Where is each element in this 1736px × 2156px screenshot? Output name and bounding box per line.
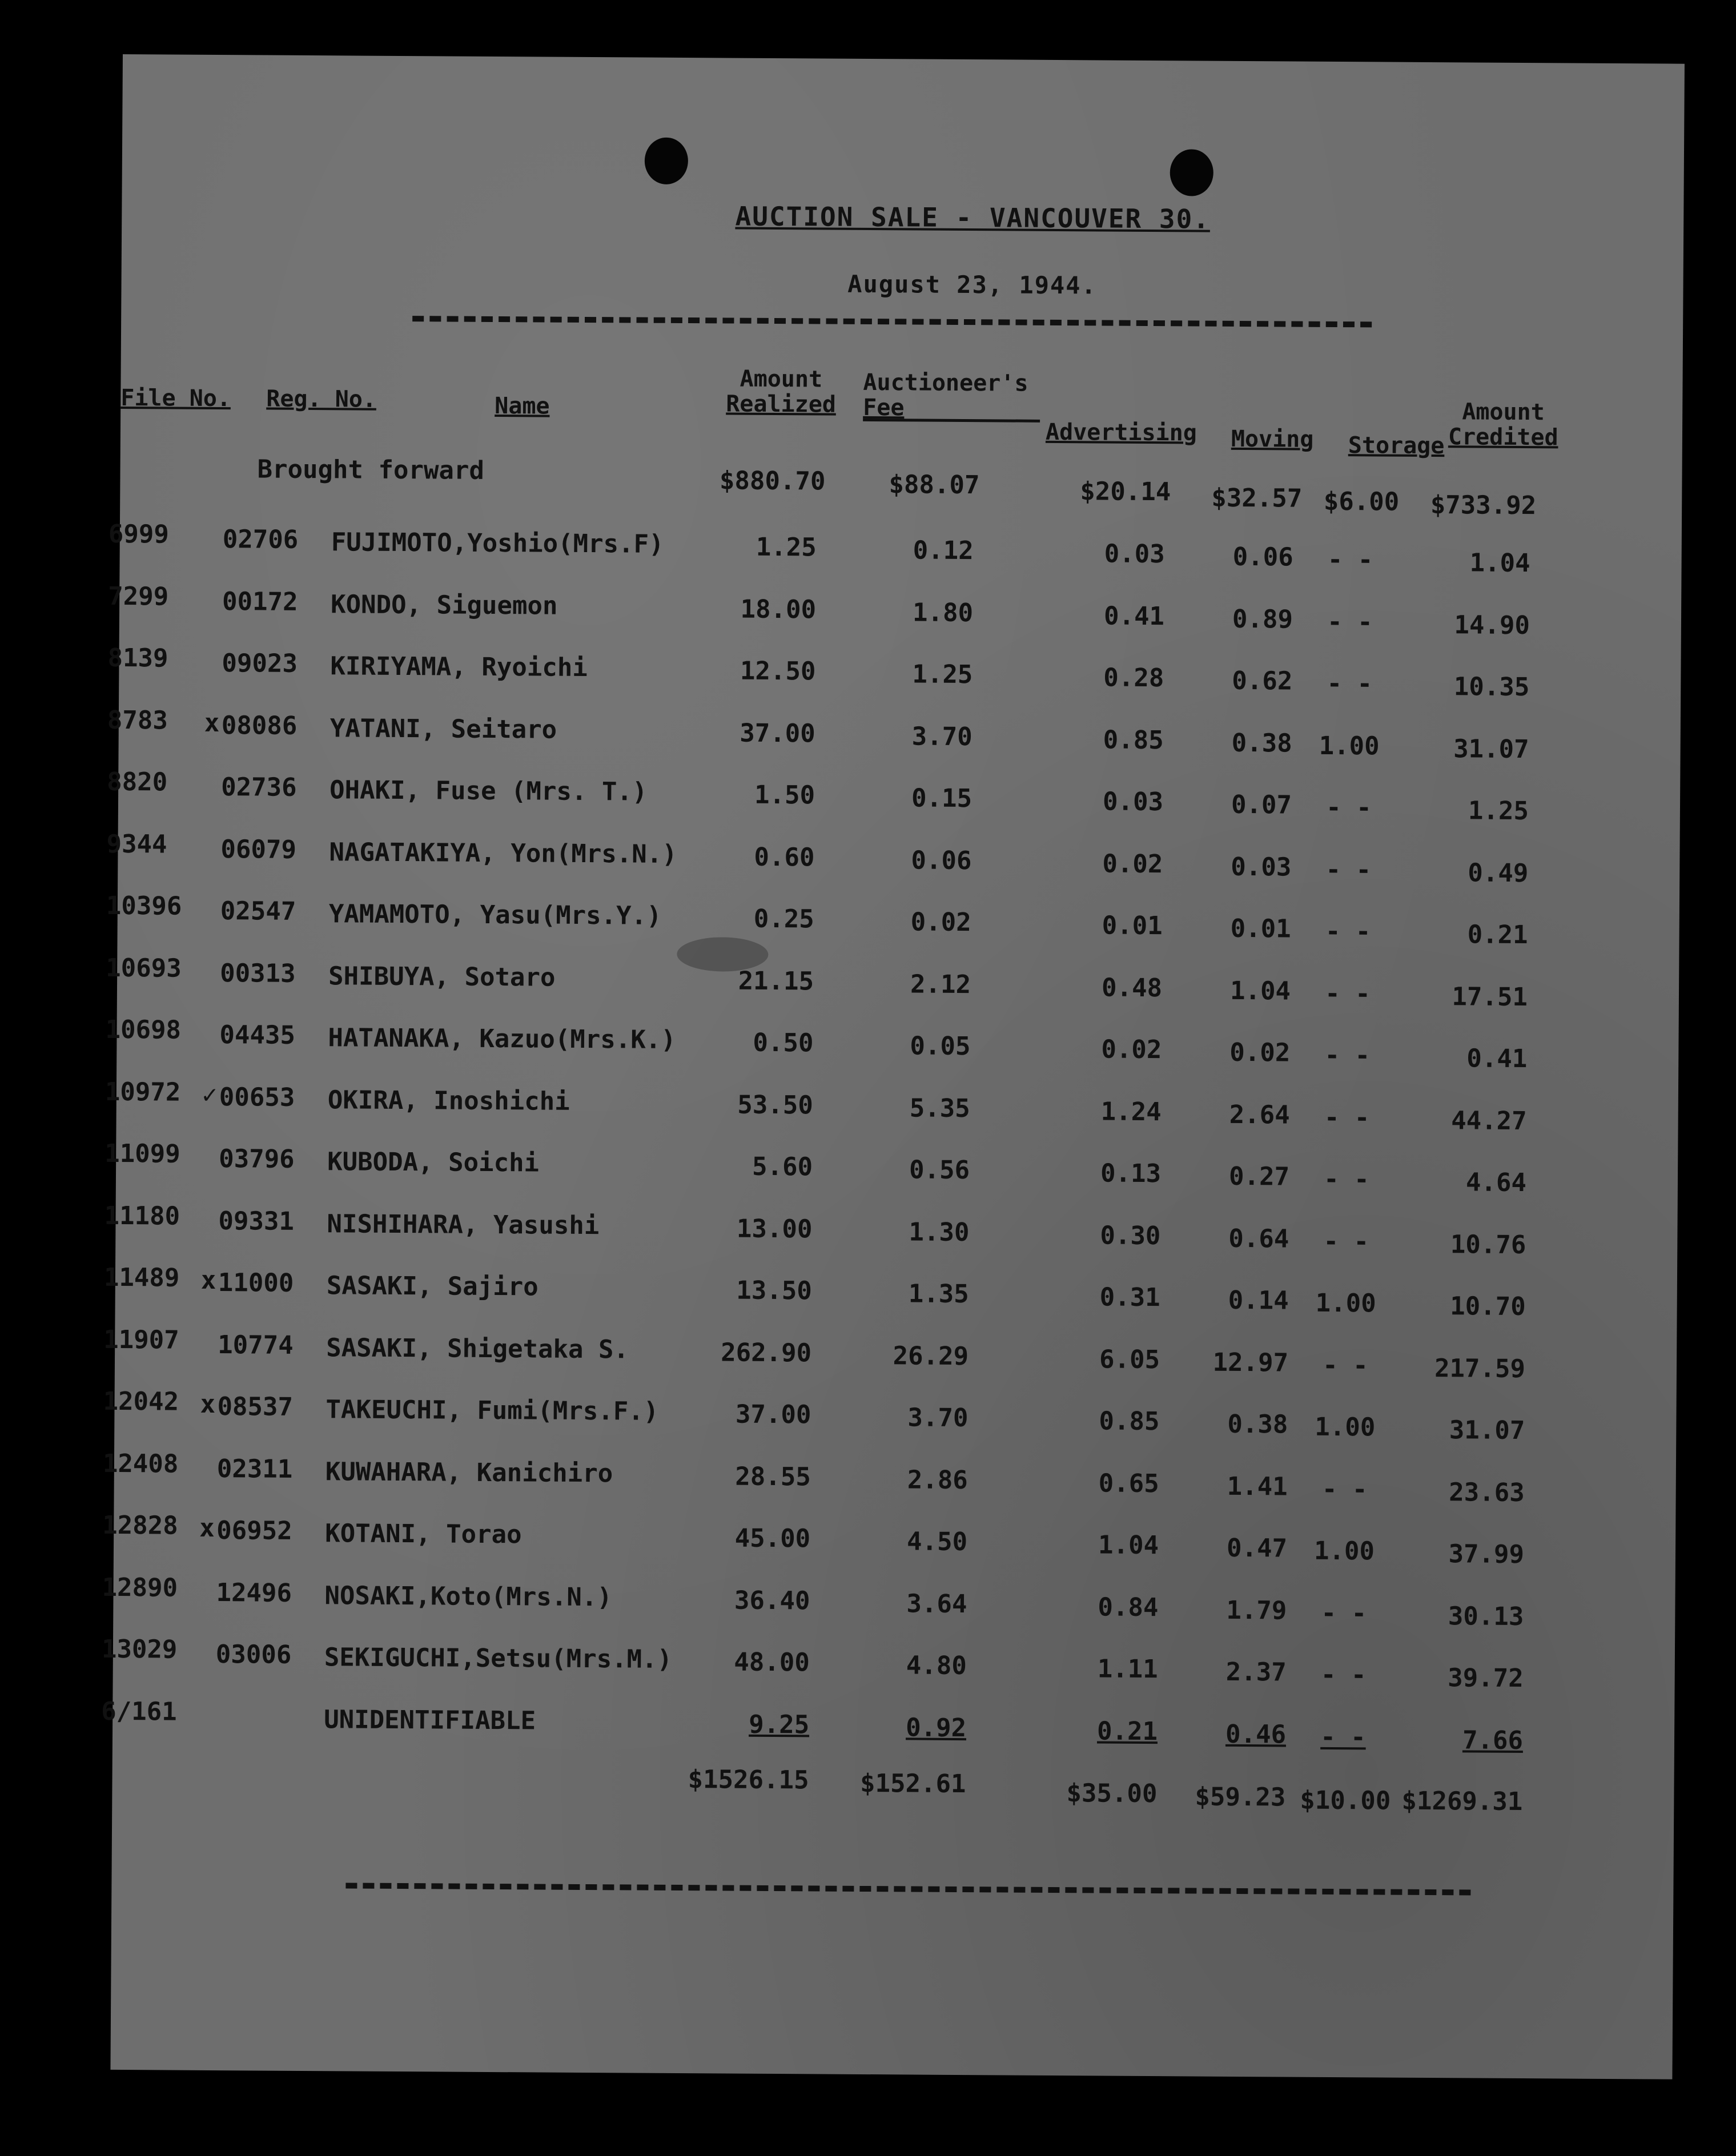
file-no: 10396 (106, 891, 182, 921)
pencil-smudge (677, 937, 768, 972)
auctioneer-fee: 0.05 (910, 1031, 971, 1061)
header-fee-underline (863, 419, 1040, 423)
amount-credited: 31.07 (1449, 1415, 1525, 1446)
row-mark: x (204, 708, 220, 738)
file-no: 12408 (102, 1449, 179, 1479)
punch-hole-left (645, 138, 688, 184)
advertising: 1.04 (1098, 1530, 1159, 1560)
advertising: 0.01 (1102, 911, 1163, 941)
amount-realized: 53.50 (737, 1090, 813, 1120)
header-moving: Moving (1231, 425, 1314, 453)
header-storage: Storage (1348, 432, 1445, 460)
auctioneer-fee: 3.70 (907, 1403, 969, 1433)
storage: - - (1327, 607, 1373, 637)
brought-forward-advertising: $20.14 (1080, 477, 1171, 507)
moving: 0.46 (1225, 1719, 1287, 1749)
brought-forward-storage: $6.00 (1323, 486, 1400, 517)
amount-realized: 1.50 (754, 780, 815, 810)
amount-realized: 37.00 (735, 1399, 811, 1430)
moving: 0.64 (1228, 1224, 1289, 1254)
total-realized: $1526.15 (688, 1765, 809, 1795)
moving: 0.07 (1231, 790, 1292, 820)
advertising: 0.02 (1101, 1035, 1162, 1065)
moving: 0.62 (1232, 666, 1293, 696)
amount-credited: 30.13 (1448, 1601, 1524, 1631)
advertising: 0.03 (1102, 787, 1164, 817)
auctioneer-fee: 4.80 (906, 1651, 967, 1681)
file-no: 7299 (108, 581, 169, 612)
storage: - - (1323, 1350, 1368, 1380)
entry-name: KOTANI, Torao (325, 1519, 522, 1550)
file-no: 6/161 (101, 1696, 177, 1727)
moving: 1.79 (1226, 1595, 1287, 1626)
moving: 0.06 (1232, 542, 1293, 572)
storage: - - (1323, 1226, 1369, 1256)
amount-credited: 31.07 (1453, 734, 1529, 764)
reg-no: 03796 (219, 1144, 295, 1174)
auctioneer-fee: 3.70 (911, 721, 973, 751)
moving: 2.37 (1225, 1657, 1287, 1687)
total-moving: $59.23 (1195, 1782, 1286, 1812)
entry-name: HATANAKA, Kazuo(Mrs.K.) (328, 1023, 676, 1055)
storage: - - (1320, 1660, 1367, 1690)
amount-realized: 18.00 (740, 594, 817, 624)
header-file-no: File No. (120, 384, 231, 412)
auctioneer-fee: 0.12 (913, 536, 974, 566)
amount-credited: 10.70 (1450, 1292, 1526, 1322)
storage: - - (1324, 1103, 1370, 1132)
amount-credited: 23.63 (1449, 1477, 1525, 1507)
header-auctioneer-line2: Fee (863, 394, 905, 421)
advertising: 0.21 (1096, 1716, 1158, 1746)
file-no: 11099 (105, 1139, 180, 1169)
entry-name: SHIBUYA, Sotaro (328, 961, 556, 992)
file-no: 8820 (107, 767, 168, 797)
moving: 12.97 (1212, 1348, 1289, 1378)
row-mark: x (200, 1389, 216, 1419)
row-mark: ✓ (202, 1080, 218, 1109)
document-date: August 23, 1944. (847, 270, 1097, 300)
entry-name: SEKIGUCHI,Setsu(Mrs.M.) (324, 1643, 673, 1674)
document-sheet (101, 54, 1685, 2079)
amount-credited: 4.64 (1465, 1168, 1527, 1198)
header-amount-realized-line1: Amount (740, 365, 823, 393)
amount-credited: 7.66 (1462, 1725, 1524, 1755)
moving: 1.04 (1229, 976, 1291, 1006)
moving: 2.64 (1229, 1100, 1290, 1130)
punch-hole-right (1170, 149, 1213, 196)
amount-credited: 14.90 (1454, 610, 1530, 640)
entry-name: KONDO, Siguemon (330, 589, 558, 621)
amount-realized: 12.50 (740, 656, 816, 686)
file-no: 12042 (103, 1386, 179, 1417)
amount-realized: 1.25 (756, 532, 817, 562)
auctioneer-fee: 1.25 (912, 659, 973, 690)
header-credited-line2: Credited (1448, 424, 1558, 451)
moving: 0.27 (1228, 1161, 1290, 1192)
amount-credited: 1.25 (1468, 796, 1529, 826)
advertising: 0.84 (1098, 1592, 1159, 1622)
storage: - - (1327, 545, 1373, 575)
file-no: 8139 (107, 643, 168, 673)
amount-realized: 0.25 (753, 904, 814, 934)
brought-forward-label: Brought forward (257, 454, 485, 485)
brought-forward-realized: $880.70 (719, 466, 826, 496)
file-no: 13029 (101, 1634, 178, 1664)
moving: 0.89 (1232, 604, 1293, 634)
auctioneer-fee: 0.02 (910, 907, 971, 938)
brought-forward-credited: $733.92 (1430, 490, 1537, 521)
amount-credited: 0.21 (1467, 920, 1528, 950)
file-no: 8783 (107, 705, 168, 735)
row-mark: x (200, 1265, 216, 1296)
amount-credited: 217.59 (1434, 1353, 1526, 1383)
advertising: 6.05 (1099, 1344, 1160, 1374)
reg-no: 00653 (219, 1082, 295, 1112)
storage: - - (1321, 1474, 1368, 1504)
header-advertising: Advertising (1045, 419, 1197, 447)
file-no: 10693 (106, 953, 182, 983)
reg-no: 08537 (217, 1392, 294, 1422)
auctioneer-fee: 1.30 (909, 1217, 970, 1247)
advertising: 1.24 (1100, 1096, 1162, 1127)
bottom-dashed-rule (345, 1883, 1470, 1895)
document-title: AUCTION SALE - VANCOUVER 30. (735, 200, 1211, 235)
amount-realized: 48.00 (734, 1647, 810, 1678)
moving: 0.38 (1227, 1409, 1288, 1439)
reg-no: 06952 (216, 1516, 292, 1546)
moving: 0.47 (1226, 1533, 1288, 1563)
auctioneer-fee: 2.12 (910, 969, 971, 999)
reg-no: 09023 (222, 649, 298, 678)
amount-credited: 10.35 (1453, 672, 1530, 702)
file-no: 11489 (103, 1262, 180, 1293)
entry-name: KUBODA, Soichi (327, 1147, 540, 1178)
top-dashed-rule (412, 316, 1372, 327)
entry-name: NISHIHARA, Yasushi (327, 1209, 600, 1240)
advertising: 0.31 (1099, 1282, 1160, 1313)
advertising: 0.02 (1102, 849, 1163, 879)
advertising: 0.65 (1098, 1468, 1159, 1498)
brought-forward-moving: $32.57 (1211, 483, 1303, 513)
reg-no (215, 1702, 312, 1703)
header-amount-realized (726, 366, 836, 417)
entry-name: TAKEUCHI, Fumi(Mrs.F.) (326, 1395, 659, 1426)
entry-name: OHAKI, Fuse (Mrs. T.) (329, 775, 648, 807)
amount-realized: 28.55 (735, 1462, 811, 1491)
reg-no: 03006 (215, 1640, 292, 1670)
auctioneer-fee: 2.86 (907, 1465, 968, 1495)
amount-realized: 36.40 (734, 1586, 810, 1615)
storage: - - (1320, 1722, 1366, 1752)
entry-name: YAMAMOTO, Yasu(Mrs.Y.) (328, 899, 662, 931)
reg-no: 08086 (221, 710, 298, 741)
auctioneer-fee: 3.64 (906, 1588, 967, 1619)
storage: 1.00 (1315, 1288, 1376, 1318)
amount-realized: 0.60 (754, 842, 815, 872)
header-credited-line1: Amount (1462, 399, 1545, 426)
total-storage: $10.00 (1300, 1785, 1391, 1816)
header-amount-credited (1448, 399, 1558, 450)
reg-no: 04435 (219, 1020, 296, 1050)
entry-name: YATANI, Seitaro (329, 713, 557, 745)
entry-name: UNIDENTIFIABLE (324, 1704, 536, 1735)
storage: - - (1324, 1164, 1369, 1194)
advertising: 0.03 (1104, 539, 1165, 569)
advertising: 0.28 (1103, 663, 1164, 693)
reg-no: 02311 (216, 1454, 293, 1484)
amount-credited: 1.04 (1469, 548, 1530, 578)
advertising: 1.11 (1097, 1654, 1158, 1684)
amount-realized: 45.00 (734, 1523, 811, 1554)
file-no: 9344 (106, 829, 167, 859)
storage: - - (1321, 1598, 1367, 1628)
moving: 0.03 (1231, 852, 1292, 882)
reg-no: 11000 (218, 1268, 294, 1298)
total-advertising: $35.00 (1066, 1779, 1158, 1809)
amount-credited: 44.27 (1451, 1105, 1527, 1136)
reg-no: 00313 (220, 958, 296, 988)
file-no: 12890 (102, 1572, 178, 1603)
auctioneer-fee: 5.35 (909, 1093, 970, 1123)
amount-credited: 0.49 (1468, 858, 1529, 888)
row-mark: x (199, 1513, 215, 1543)
amount-credited: 17.51 (1452, 982, 1528, 1012)
auctioneer-fee: 4.50 (906, 1527, 968, 1557)
advertising: 0.13 (1100, 1159, 1162, 1189)
reg-no: 00172 (222, 586, 298, 617)
auctioneer-fee: 1.80 (912, 597, 974, 628)
auctioneer-fee: 0.15 (911, 783, 973, 814)
storage: - - (1325, 855, 1372, 884)
brought-forward-fee: $88.07 (889, 470, 980, 500)
advertising: 0.85 (1099, 1406, 1160, 1437)
entry-name: NAGATAKIYA, Yon(Mrs.N.) (329, 837, 677, 869)
entry-name: SASAKI, Shigetaka S. (326, 1333, 629, 1364)
amount-realized: 0.50 (753, 1028, 814, 1058)
moving: 0.01 (1230, 914, 1291, 944)
amount-realized: 37.00 (740, 718, 815, 748)
reg-no: 12496 (216, 1578, 292, 1608)
storage: - - (1325, 916, 1371, 947)
entry-name: NOSAKI,Koto(Mrs.N.) (324, 1580, 612, 1612)
amount-realized: 262.90 (721, 1337, 812, 1367)
reg-no: 02547 (220, 896, 296, 926)
header-auctioneer-fee (863, 370, 1028, 421)
auctioneer-fee: 0.92 (906, 1712, 967, 1743)
reg-no: 02706 (222, 525, 299, 554)
file-no: 12828 (102, 1510, 178, 1540)
moving: 0.02 (1229, 1037, 1291, 1068)
header-auctioneer-line1: Auctioneer's (863, 369, 1028, 397)
storage: - - (1326, 793, 1372, 823)
amount-credited: 39.72 (1448, 1663, 1524, 1694)
amount-credited: 0.41 (1466, 1044, 1528, 1074)
header-reg-no: Reg. No. (266, 385, 377, 413)
total-credited: $1269.31 (1401, 1786, 1523, 1817)
auctioneer-fee: 1.35 (908, 1279, 969, 1309)
moving: 0.14 (1228, 1285, 1289, 1316)
file-no: 11180 (104, 1201, 180, 1231)
auctioneer-fee: 0.56 (909, 1155, 970, 1185)
amount-realized: 13.50 (736, 1276, 812, 1306)
auctioneer-fee: 26.29 (893, 1341, 969, 1371)
storage: 1.00 (1319, 731, 1380, 761)
storage: 1.00 (1315, 1412, 1376, 1442)
total-fee: $152.61 (859, 1768, 966, 1799)
amount-realized: 21.15 (738, 966, 814, 996)
entry-name: KIRIYAMA, Ryoichi (330, 651, 588, 682)
moving: 1.41 (1227, 1471, 1288, 1502)
advertising: 0.30 (1100, 1220, 1161, 1250)
amount-realized: 13.00 (736, 1214, 813, 1244)
advertising: 0.85 (1103, 725, 1164, 755)
amount-credited: 10.76 (1450, 1229, 1526, 1260)
reg-no: 02736 (221, 773, 297, 802)
moving: 0.38 (1231, 728, 1292, 758)
entry-name: OKIRA, Inoshichi (327, 1085, 570, 1116)
advertising: 0.41 (1103, 601, 1165, 631)
storage: - - (1327, 669, 1373, 699)
amount-realized: 5.60 (752, 1152, 813, 1182)
header-amount-realized-line2: Realized (726, 391, 837, 418)
entry-name: FUJIMOTO,Yoshio(Mrs.F) (331, 528, 664, 559)
file-no: 10972 (105, 1077, 181, 1107)
advertising: 0.48 (1101, 973, 1163, 1003)
amount-credited: 37.99 (1448, 1539, 1525, 1570)
file-no: 11907 (103, 1325, 179, 1355)
auctioneer-fee: 0.06 (911, 845, 972, 875)
reg-no: 09331 (218, 1206, 295, 1236)
reg-no: 06079 (220, 834, 297, 864)
entry-name: SASAKI, Sajiro (326, 1271, 539, 1302)
storage: 1.00 (1313, 1536, 1375, 1566)
storage: - - (1324, 1040, 1371, 1071)
entry-name: KUWAHARA, Kanichiro (325, 1457, 613, 1488)
file-no: 6999 (108, 519, 169, 549)
storage: - - (1325, 979, 1371, 1008)
reg-no: 10774 (218, 1330, 294, 1360)
file-no: 10698 (105, 1015, 182, 1045)
amount-realized: 9.25 (749, 1709, 810, 1739)
header-name: Name (495, 392, 550, 420)
